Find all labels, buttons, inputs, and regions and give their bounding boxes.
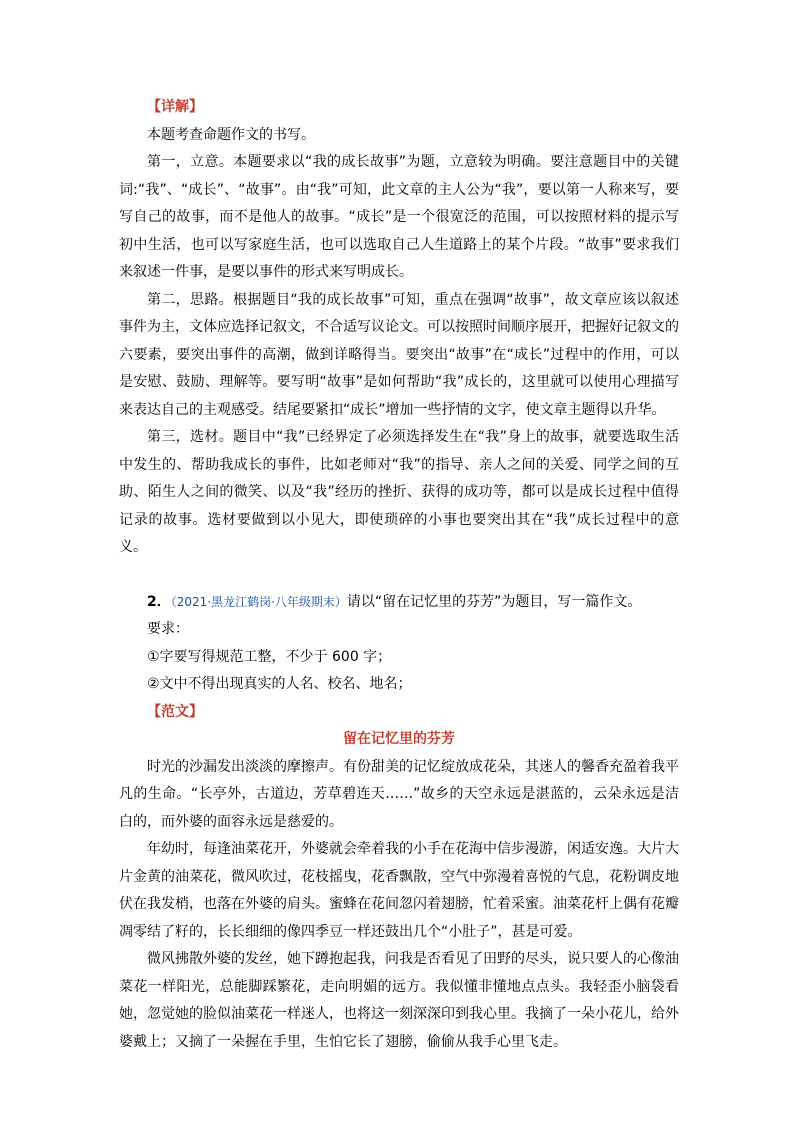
- detail-paragraph-2: 第二，思路。根据题目“我的成长故事”可知，重点在强调“故事”，故文章应该以叙述事件为主，文体应选择记叙文，不合适写议论文。可以按照时间顺序展开，把握好记叙文的六要素，要突出事件的高潮，做到详略得当。要突出“故事”在“成长”过程中的作用，可以是安慰、鼓励、理解等。要写明“故事”是如何帮助“我”成长的，这里就可以使用心理描写来表达自己的主观感受。结尾要紧扣“成长”增加一些抒情的文字，使文章主题得以升华。: [119, 291, 679, 418]
- question-2: [119, 589, 679, 617]
- question-prompt: 请以“留在记忆里的芬芳”为题目，写一篇作文。: [346, 593, 642, 610]
- document-content: [119, 94, 679, 1056]
- essay-title: 留在记忆里的芬芳: [343, 731, 455, 747]
- detail-paragraph-1: 第一，立意。本题要求以“我的成长故事”为题，立意较为明确。要注意题目中的关键词:“我”、“成长”、“故事”。由“我”可知，此文章的主人公为“我”，要以第一人称来写，要写自己的故事，而不是他人的故事。“成长”是一个很宽泛的范围，可以按照材料的提示写初中生活，也可以写家庭生活，也可以选取自己人生道路上的某个片段。“故事”要求我们来叙述一件事，是要以事件的形式来写明成长。: [119, 154, 679, 280]
- requirements-label: 要求：: [147, 621, 189, 637]
- question-source: （2021·黑龙江鹤岗·八年级期末）: [170, 594, 347, 609]
- sample-essay-label: 【范文】: [147, 703, 203, 720]
- question-number: 2．: [147, 593, 171, 610]
- essay-paragraph-1: 时光的沙漏发出淡淡的摩擦声。有份甜美的记忆绽放成花朵，其迷人的馨香充盈着我平凡的生命。“长亭外，古道边，芳草碧连天……”故乡的天空永远是湛蓝的，云朵永远是洁白的，而外婆的面容永远是慈爱的。: [119, 758, 679, 830]
- detail-label: 【详解】: [147, 99, 203, 115]
- requirement-1: ①字要写得规范工整，不少于 600 字；: [147, 648, 392, 665]
- requirement-2: ②文中不得出现真实的人名、校名、地名；: [147, 676, 412, 692]
- detail-paragraph-3: 第三，选材。题目中“我”已经界定了必须选择发生在“我”身上的故事，就要选取生活中发生的、帮助我成长的事件，比如老师对“我”的指导、亲人之间的关爱、同学之间的互助、陌生人之间的微笑、以及“我”经历的挫折、获得的成功等，都可以是成长过程中值得记录的故事。选材要做到以小见大，即使琐碎的小事也要突出其在“我”成长过程中的意义。: [119, 429, 679, 555]
- detail-intro: 本题考查命题作文的书写。: [147, 126, 315, 143]
- essay-paragraph-3: 微风拂散外婆的发丝，她下蹲抱起我，问我是否看见了田野的尽头，说只要人的心像油菜花一样阳光，总能脚踩繁花，走向明媚的远方。我似懂非懂地点点头。我轻歪小脑袋看她，忽觉她的脸似油菜花一样迷人，也将这一刻深深印到我心里。我摘了一朵小花儿，给外婆戴上；又摘了一朵握在手里，生怕它长了翅膀，偷偷从我手心里飞走。: [119, 951, 679, 1050]
- essay-paragraph-2: 年幼时，每逢油菜花开，外婆就会牵着我的小手在花海中信步漫游，闲适安逸。大片大片金黄的油菜花，微风吹过，花枝摇曳，花香飘散，空气中弥漫着喜悦的气息，花粉调皮地伏在我发梢，也落在外婆的肩头。蜜蜂在花间忽闪着翅膀，忙着采蜜。油菜花杆上偶有花瓣凋零结了籽的，长长细细的像四季豆一样还鼓出几个“小肚子”，甚是可爱。: [119, 841, 679, 940]
